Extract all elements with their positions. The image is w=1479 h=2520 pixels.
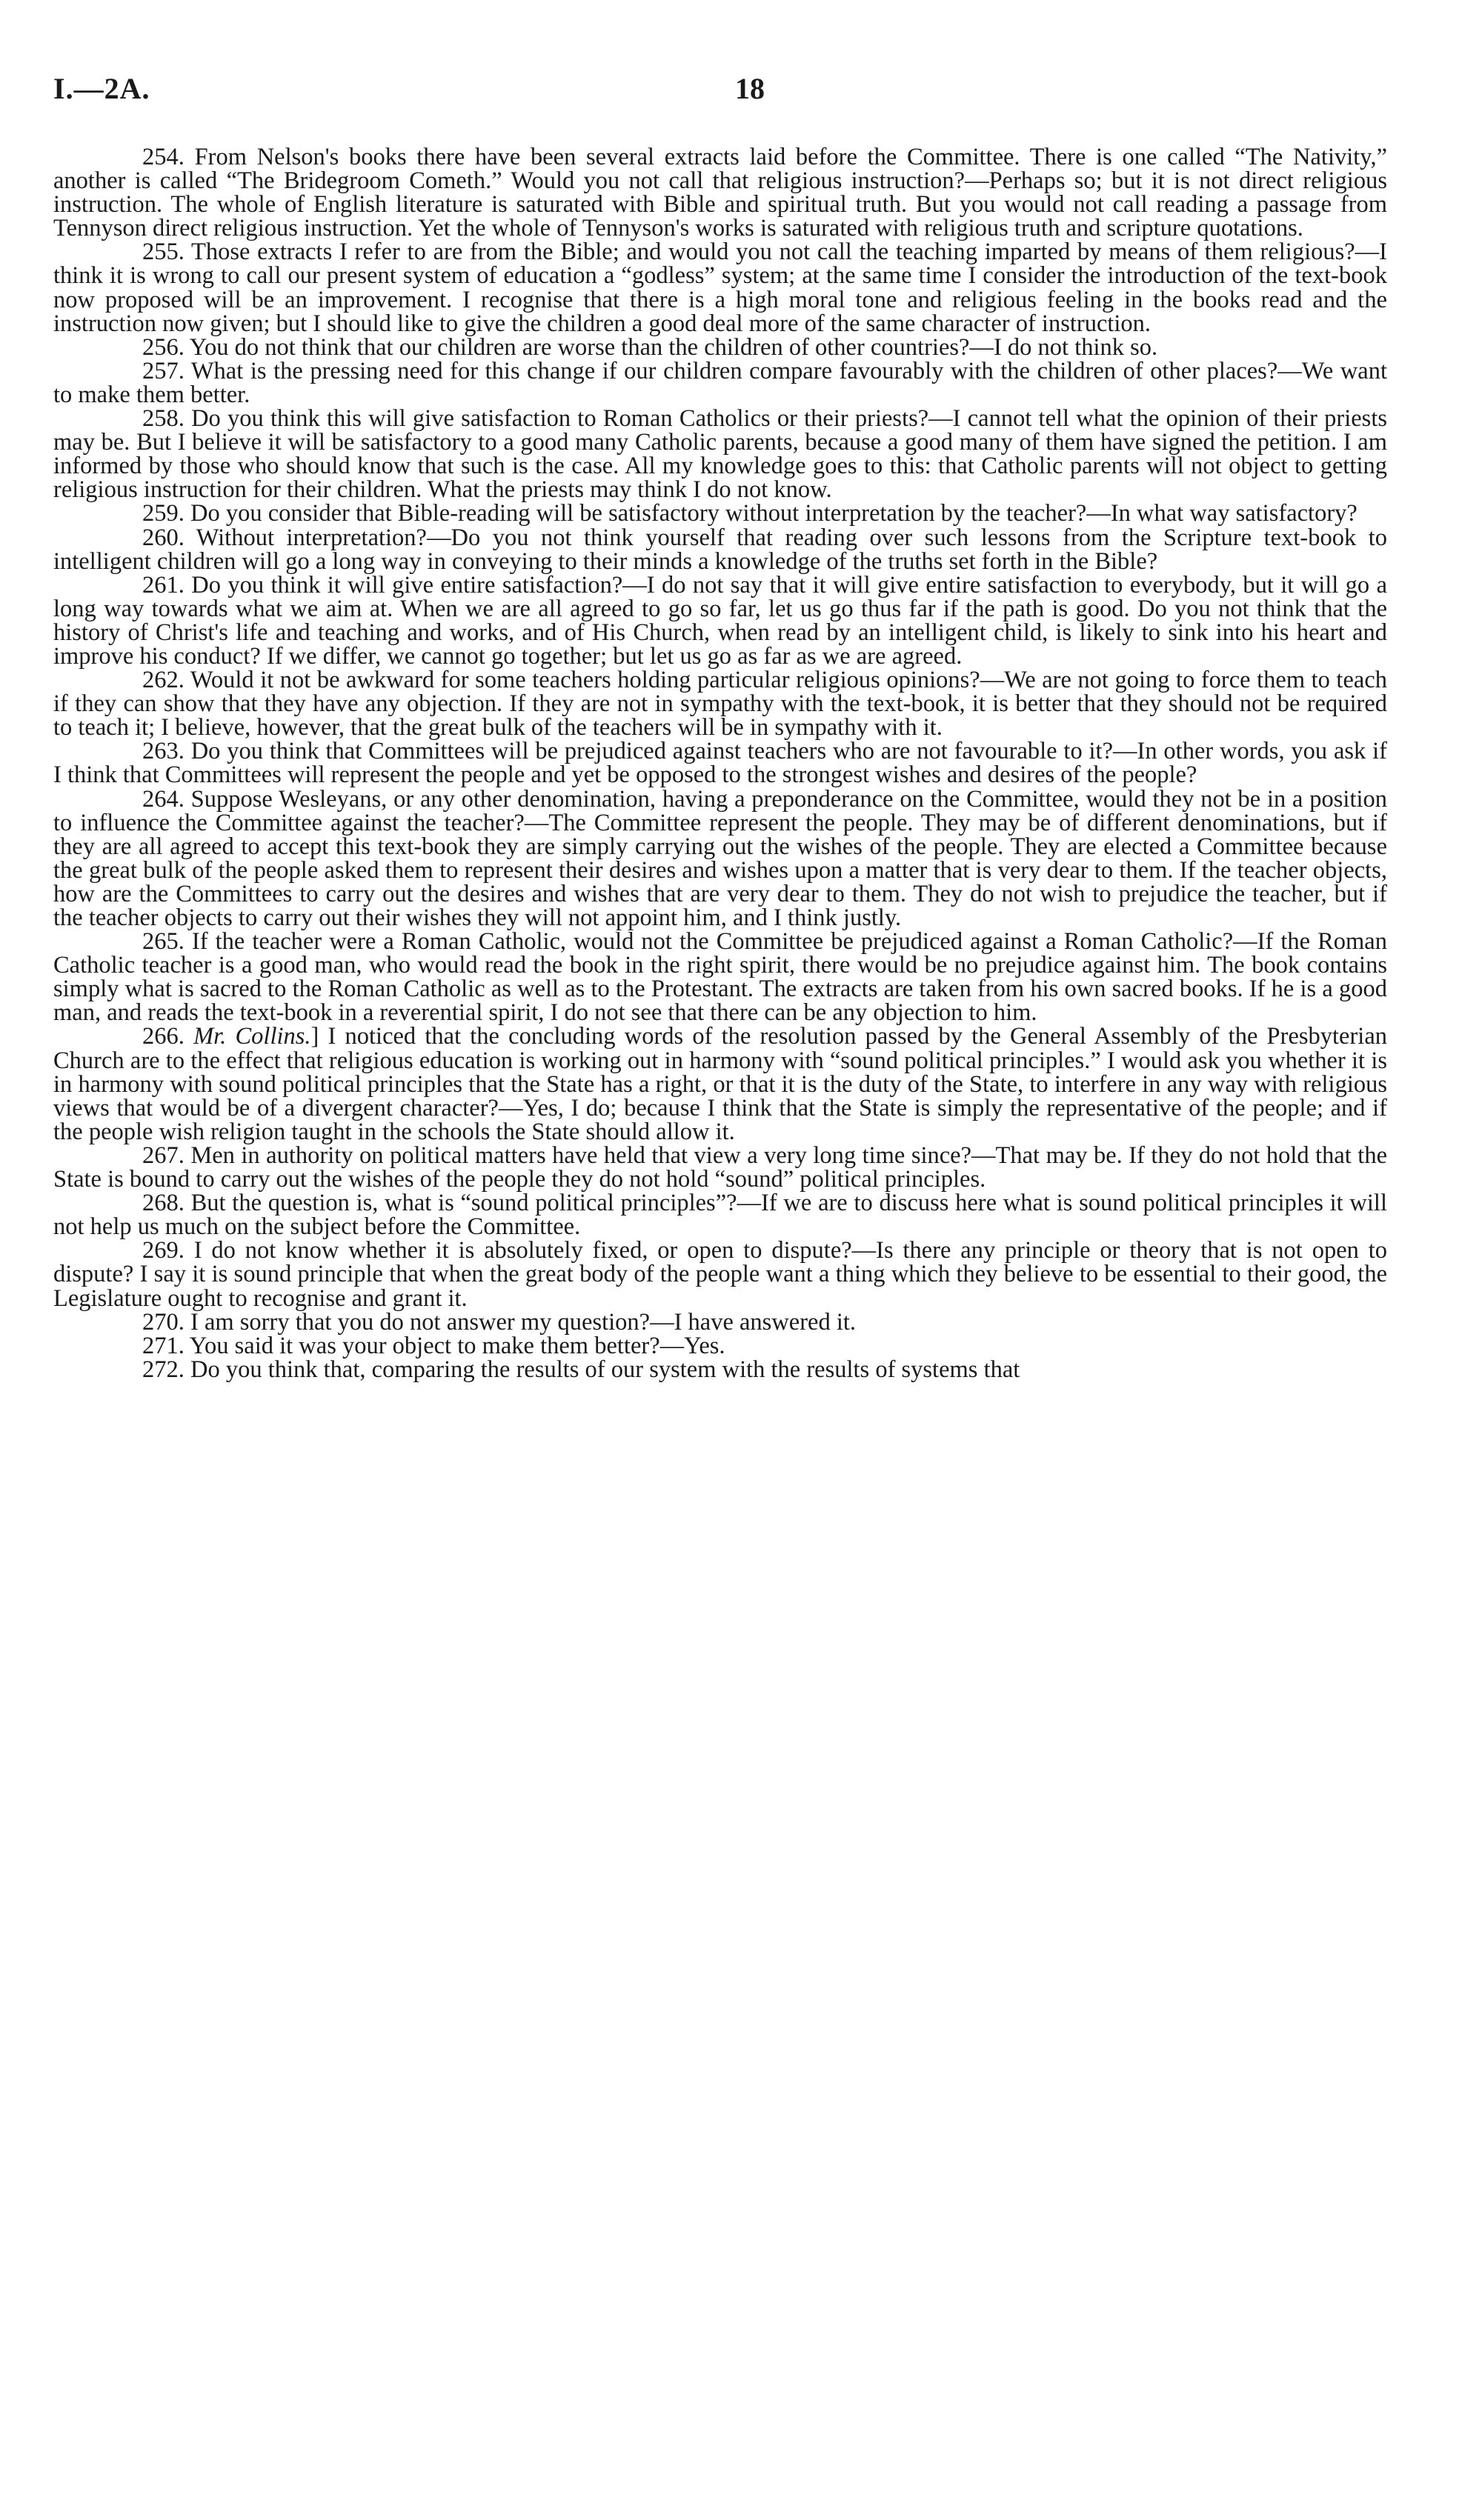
paragraph-255: 255. Those extracts I refer to are from the Bible; and would you not call the teaching imparted by means of them religious?—I think it is wrong to call our present system of education a “godless” system; at the same time I consider the introduction of the text-book now proposed will be an improvement. I recognise that there is a high moral tone and religious feeling in the books read and the instruction now given; but I should like to give the children a good deal more of the same character of instruction. (53, 239, 1387, 337)
page-number: 18 (735, 72, 765, 105)
paragraph-266-text: ] I noticed that the concluding words of the resolution passed by the General Assembly of the Presbyterian Church are to the effect that religious education is working out in harmony with “sound political principles.” I would ask you whether it is in harmony with sound political principles that the State has a right, or that it is the duty of the State, to interfere in any way with religious views that would be of a divergent character?—Yes, I do; because I think that the State is simply the representative of the people; and if the people wish religion taught in the schools the State should allow it. (53, 1023, 1387, 1145)
paragraph-266 (53, 1024, 1387, 1143)
paragraph-257: 257. What is the pressing need for this change if our children compare favourably with the children of other places?—We want to make them better. (53, 357, 1387, 408)
paragraph-263: 263. Do you think that Committees will be prejudiced against teachers who are not favourable to it?—In other words, you ask if I think that Committees will represent the people and yet be opposed to the strongest wishes and desires of the people? (53, 738, 1387, 789)
paragraph-260: 260. Without interpretation?—Do you not think yourself that reading over such lessons from the Scripture text-book to intelligent children will go a long way in conveying to their minds a knowledge of the truths set forth in the Bible? (53, 524, 1387, 575)
paragraph-272: 272. Do you think that, comparing the results of our system with the results of systems that (142, 1356, 1020, 1383)
paragraph-262: 262. Would it not be awkward for some teachers holding particular religious opinions?—We are not going to force them to teach if they can show that they have any objection. If they are not in sympathy with the text-book, it is better that they should not be required to teach it; I believe, however, that the great bulk of the teachers will be in sympathy with it. (53, 667, 1387, 741)
document-reference: I.—2A. (53, 72, 150, 105)
paragraph-271: 271. You said it was your object to make them better?—Yes. (142, 1332, 725, 1359)
paragraph-256: 256. You do not think that our children are worse than the children of other countries?—I do not think so. (142, 333, 1158, 361)
evidence-text (53, 145, 1387, 1381)
paragraph-261: 261. Do you think it will give entire satisfaction?—I do not say that it will give entire satisfaction to everybody, but it will go a long way towards what we aim at. When we are all agreed to go so far, let us go thus far if the path is good. Do you not think that the history of Christ's life and teaching and works, and of His Church, when read by an intelligent child, is likely to sink into his heart and improve his conduct? If we differ, we cannot go together; but let us go as far as we are agreed. (53, 571, 1387, 670)
paragraph-268: 268. But the question is, what is “sound political principles”?—If we are to discuss here what is sound political principles it will not help us much on the subject before the Committee. (53, 1190, 1387, 1241)
question-number: 266. (142, 1023, 185, 1050)
speaker-name: Mr. Collins. (193, 1023, 311, 1050)
paragraph-270: 270. I am sorry that you do not answer my question?—I have answered it. (142, 1308, 857, 1336)
paragraph-265: 265. If the teacher were a Roman Catholic, would not the Committee be prejudiced against a Roman Catholic?—If the Roman Catholic teacher is a good man, who would read the book in the right spirit, there would be no prejudice against him. The book contains simply what is sacred to the Roman Catholic as well as to the Protestant. The extracts are taken from his own sacred books. If he is a good man, and reads the text-book in a reverential spirit, I do not see that there can be any objection to him. (53, 928, 1387, 1027)
paragraph-264: 264. Suppose Wesleyans, or any other denomination, having a preponderance on the Committee, would they not be in a position to influence the Committee against the teacher?—The Committee represent the people. They may be of different denominations, but if they are all agreed to accept this text-book they are simply carrying out the wishes of the people. They are elected a Committee because the great bulk of the people asked them to represent their desires and wishes upon a matter that is very dear to them. If the teacher objects, how are the Committees to carry out the desires and wishes that are very dear to them. They do not wish to prejudice the teacher, but if the teacher objects to carry out their wishes they will not appoint him, and I think justly. (53, 785, 1387, 931)
paragraph-254: 254. From Nelson's books there have been several extracts laid before the Committee. There is one called “The Nativity,” another is called “The Bridegroom Cometh.” Would you not call that religious instruction?—Perhaps so; but it is not direct religious instruction. The whole of English literature is saturated with Bible and spiritual truth. But you would not call reading a passage from Tennyson direct religious instruction. Yet the whole of Tennyson's works is saturated with religious truth and scripture quotations. (53, 144, 1387, 242)
paragraph-267: 267. Men in authority on political matters have held that view a very long time since?—That may be. If they do not hold that the State is bound to carry out the wishes of the people they do not hold “sound” political principles. (53, 1141, 1387, 1193)
paragraph-258: 258. Do you think this will give satisfaction to Roman Catholics or their priests?—I cannot tell what the opinion of their priests may be. But I believe it will be satisfactory to a good many Catholic parents, because a good many of them have signed the petition. I am informed by those who should know that such is the case. All my knowledge goes to this: that Catholic parents will not object to getting religious instruction for their children. What the priests may think I do not know. (53, 405, 1387, 504)
paragraph-259: 259. Do you consider that Bible-reading will be satisfactory without interpretation by the teacher?—In what way satisfactory? (142, 500, 1357, 527)
paragraph-269: 269. I do not know whether it is absolutely fixed, or open to dispute?—Is there any principle or theory that is not open to dispute? I say it is sound principle that when the great body of the people want a thing which they believe to be essential to their good, the Legislature ought to recognise and grant it. (53, 1237, 1387, 1312)
page-header (53, 71, 1387, 116)
